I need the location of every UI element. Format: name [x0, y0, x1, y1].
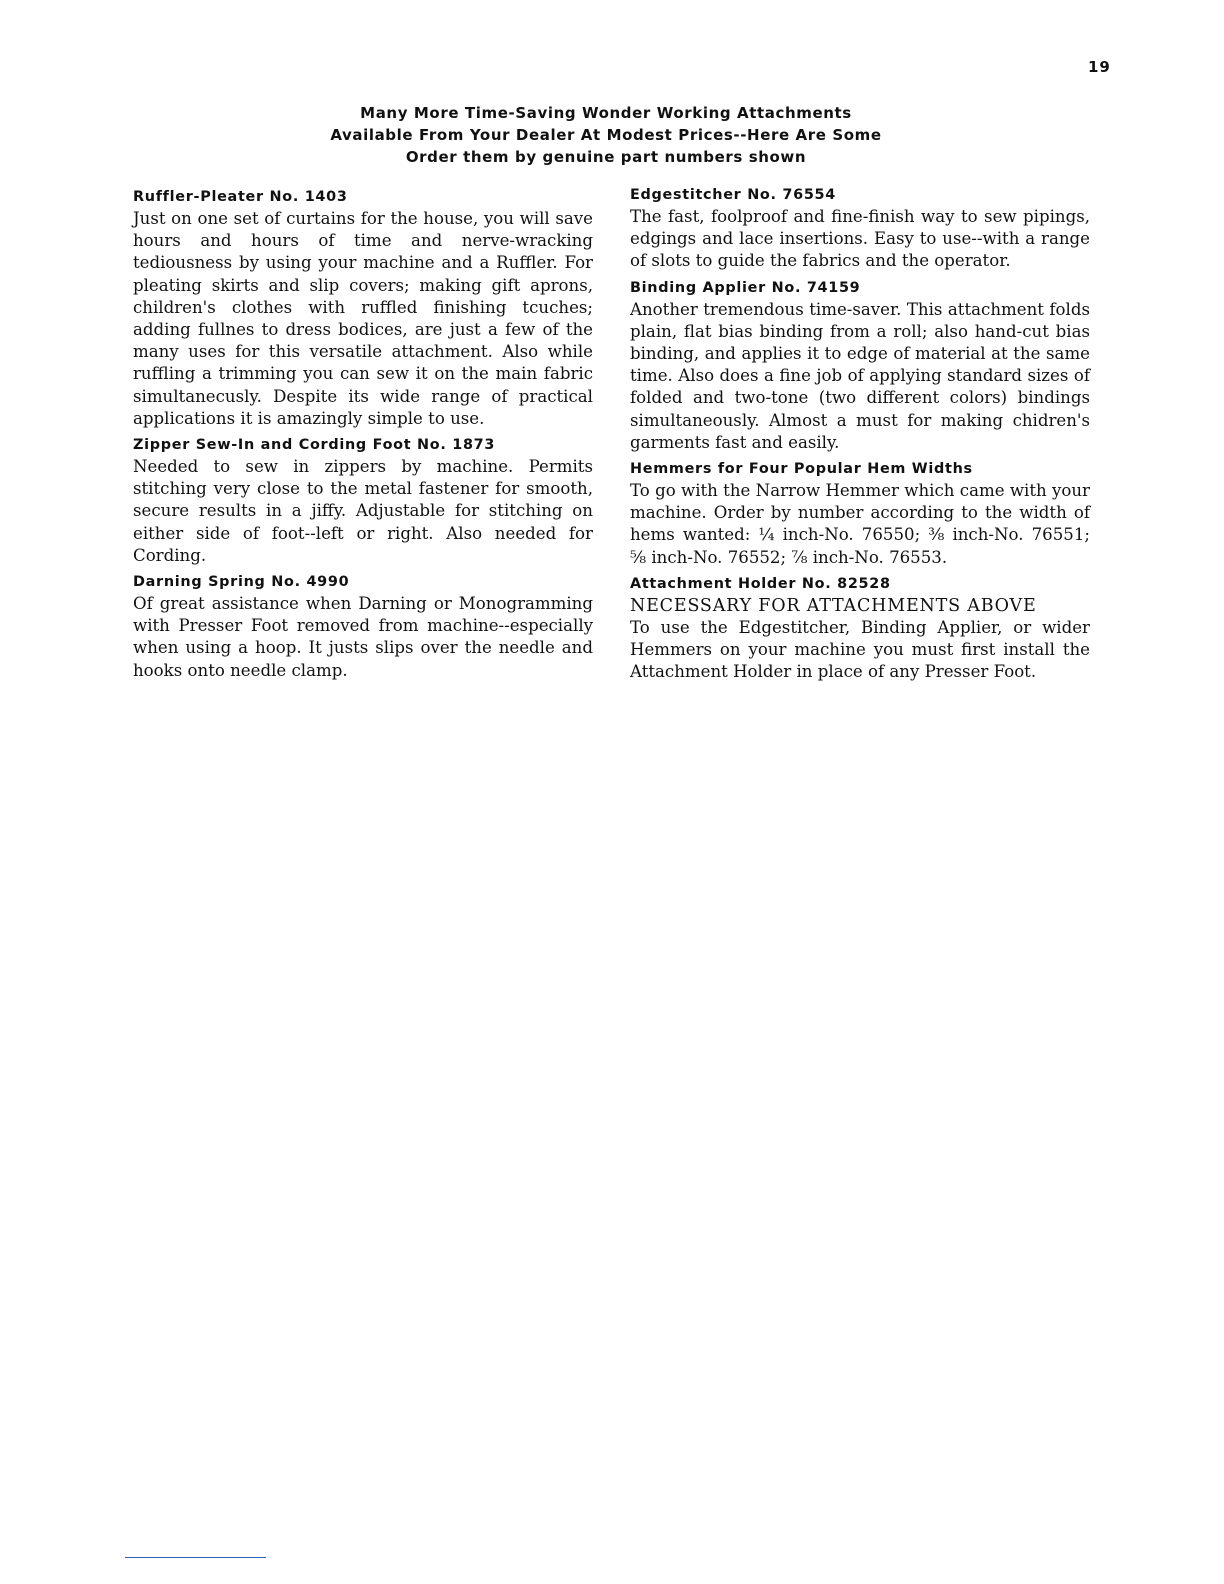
header-line-3: Order them by genuine part numbers shown	[405, 148, 807, 166]
section-attachment-holder	[630, 573, 1090, 684]
section-ruffler-pleater	[133, 186, 593, 430]
section-binding-applier	[630, 277, 1090, 454]
header-line-1: Many More Time-Saving Wonder Working Attachments	[360, 104, 852, 122]
section-body: Just on one set of curtains for the house, you will save hours and hours of time and nerve-wracking tediousness by using your machine and a Ruffler. For pleating skirts and slip covers; making gift aprons, children's clothes with ruffled finishing tcuches; adding fullnes to dress bodices, are just a few of the many uses for this versatile attachment. Also while ruffling a trimming you can sew it on the main fabric simultanecusly. Despite its wide range of practical applications it is amazingly simple to use.	[133, 209, 593, 428]
section-body: To go with the Narrow Hemmer which came with your machine. Order by number according to the width of hems wanted: ¼ inch-No. 76550; ⅜ inch-No. 76551; ⅝ inch-No. 76552; ⅞ inch-No. 76553.	[630, 481, 1090, 567]
right-column	[630, 184, 1090, 687]
page-header	[200, 102, 1012, 168]
section-edgestitcher	[630, 184, 1090, 273]
left-column	[133, 186, 593, 686]
section-zipper-cording-foot	[133, 434, 593, 567]
section-body: The fast, foolproof and fine-finish way to sew pipings, edgings and lace insertions. Easy to use--with a range of slots to guide the fabrics and the operator.	[630, 207, 1090, 271]
section-body: Needed to sew in zippers by machine. Permits stitching very close to the metal fastener for smooth, secure results in a jiffy. Adjustable for stitching on either side of foot--left or right. Also needed for Cording.	[133, 457, 593, 565]
section-caps-note: NECESSARY FOR ATTACHMENTS ABOVE	[630, 595, 1037, 616]
section-title: Darning Spring No. 4990	[133, 574, 350, 591]
section-body: Another tremendous time-saver. This attachment folds plain, flat bias binding from a roll; also hand-cut bias binding, and applies it to edge of material at the same time. Also does a fine job of applying standard sizes of folded and two-tone (two different colors) bindings simultaneously. Almost a must for making chidren's garments fast and easily.	[630, 299, 1090, 452]
section-title: Zipper Sew-In and Cording Foot No. 1873	[133, 437, 496, 454]
section-body: To use the Edgestitcher, Binding Applier, or wider Hemmers on your machine you must first install the Attachment Holder in place of any Presser Foot.	[630, 617, 1090, 682]
section-title: Binding Applier No. 74159	[630, 279, 861, 296]
footer-rule	[125, 1557, 266, 1558]
section-title: Attachment Holder No. 82528	[630, 575, 891, 592]
page-number: 19	[1088, 58, 1111, 76]
section-body: Of great assistance when Darning or Monogramming with Presser Foot removed from machine--especially when using a hoop. It justs slips over the needle and hooks onto needle clamp.	[133, 594, 593, 680]
section-darning-spring	[133, 571, 593, 682]
section-title: Edgestitcher No. 76554	[630, 187, 836, 203]
section-title: Hemmers for Four Popular Hem Widths	[630, 461, 973, 478]
section-hemmers	[630, 458, 1090, 569]
section-title: Ruffler-Pleater No. 1403	[133, 189, 348, 205]
header-line-2: Available From Your Dealer At Modest Prices--Here Are Some	[330, 126, 882, 144]
